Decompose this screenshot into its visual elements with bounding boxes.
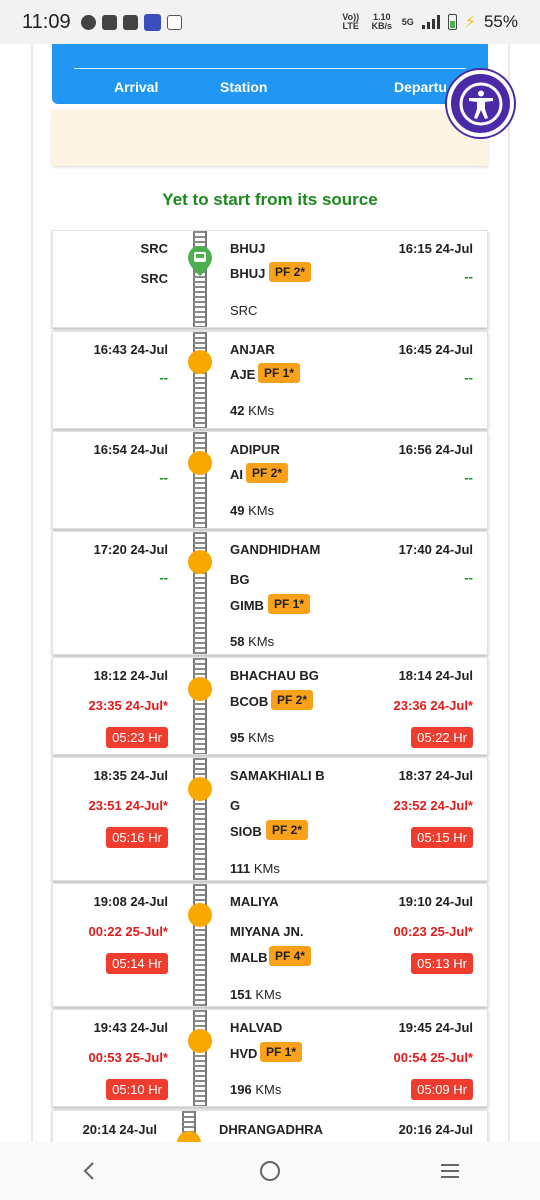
header-arrival: Arrival xyxy=(114,79,159,95)
departure-time: 20:16 24-Jul xyxy=(398,1122,473,1137)
arrival-time: 16:54 24-Jul xyxy=(93,442,168,457)
departure-actual: -- xyxy=(464,570,473,585)
stop-card-samakhiali[interactable] xyxy=(52,757,488,881)
stop-dot-icon xyxy=(188,350,212,374)
distance: 49 KMs xyxy=(230,503,275,518)
arrival-actual: 00:53 25-Jul* xyxy=(88,1050,168,1065)
stop-card-adipur[interactable] xyxy=(52,431,488,529)
platform-badge: PF 2* xyxy=(269,262,311,282)
arrival-delay-badge: 05:23 Hr xyxy=(106,727,168,748)
header-departure: Departu xyxy=(394,79,447,95)
station-name: BHACHAU BG xyxy=(230,668,319,683)
stop-dot-icon xyxy=(188,451,212,475)
platform-badge: PF 2* xyxy=(266,820,308,840)
rail-track xyxy=(192,432,208,528)
departure-delay-badge: 05:22 Hr xyxy=(411,727,473,748)
accessibility-icon xyxy=(458,81,504,127)
stop-card-bhachau[interactable] xyxy=(52,657,488,755)
stop-card-halvad[interactable] xyxy=(52,1009,488,1107)
distance: 42 KMs xyxy=(230,403,275,418)
station-name: SAMAKHIALI B xyxy=(230,768,325,783)
station-code: BCOB xyxy=(230,694,269,709)
departure-actual: 23:36 24-Jul* xyxy=(393,698,473,713)
home-icon[interactable] xyxy=(250,1151,290,1191)
stop-card-bhuj[interactable] xyxy=(52,230,488,328)
departure-time: 18:37 24-Jul xyxy=(398,768,473,783)
stop-dot-icon xyxy=(188,550,212,574)
header-station: Station xyxy=(220,79,268,95)
arrival-delay-badge: 05:10 Hr xyxy=(106,1079,168,1100)
app-badge-icon xyxy=(144,14,161,31)
arrival-time: 18:35 24-Jul xyxy=(93,768,168,783)
status-bar xyxy=(0,0,540,44)
status-right xyxy=(340,12,518,32)
station-name: MALIYA xyxy=(230,894,279,909)
schedule-header xyxy=(52,44,488,104)
arrival-actual: 00:22 25-Jul* xyxy=(88,924,168,939)
arrival-actual: SRC xyxy=(140,271,168,286)
departure-actual: -- xyxy=(464,470,473,485)
station-name-cont: BG xyxy=(230,572,250,587)
status-time: 11:09 xyxy=(22,10,71,33)
notification-icons xyxy=(81,14,182,31)
train-status-message: Yet to start from its source xyxy=(162,190,378,209)
departure-actual: 23:52 24-Jul* xyxy=(393,798,473,813)
departure-time: 16:15 24-Jul xyxy=(398,241,473,256)
arrival-time: 20:14 24-Jul xyxy=(82,1122,157,1137)
station-name: BHUJ xyxy=(230,241,266,256)
station-name: GANDHIDHAM xyxy=(230,542,321,557)
departure-actual: 00:23 25-Jul* xyxy=(393,924,473,939)
platform-badge: PF 1* xyxy=(260,1042,302,1062)
message-icon xyxy=(167,15,182,30)
arrival-actual: -- xyxy=(159,370,168,385)
stop-card-gandhidham[interactable] xyxy=(52,531,488,655)
station-code: HVD xyxy=(230,1046,258,1061)
distance: 196 KMs xyxy=(230,1082,282,1097)
departure-time: 17:40 24-Jul xyxy=(398,542,473,557)
platform-badge: PF 2* xyxy=(271,690,313,710)
network-type: 5G xyxy=(401,16,414,27)
rail-track xyxy=(192,332,208,428)
platform-badge: PF 1* xyxy=(268,594,310,614)
play-icon xyxy=(81,15,96,30)
rail-track xyxy=(192,658,208,754)
arrival-time: SRC xyxy=(140,241,168,256)
recents-icon[interactable] xyxy=(430,1151,470,1191)
station-name: ADIPUR xyxy=(230,442,280,457)
signal-icon xyxy=(422,15,440,29)
arrival-time: 17:20 24-Jul xyxy=(93,542,168,557)
departure-delay-badge: 05:15 Hr xyxy=(411,827,473,848)
station-name: ANJAR xyxy=(230,342,275,357)
accessibility-button[interactable] xyxy=(447,70,514,137)
station-code: GIMB xyxy=(230,598,264,613)
departure-time: 19:10 24-Jul xyxy=(398,894,473,909)
station-name-cont: MIYANA JN. xyxy=(230,924,304,939)
distance: 58 KMs xyxy=(230,634,275,649)
arrival-time: 19:43 24-Jul xyxy=(93,1020,168,1035)
stop-dot-icon xyxy=(188,777,212,801)
departure-time: 19:45 24-Jul xyxy=(398,1020,473,1035)
rail-track xyxy=(192,1010,208,1106)
network-speed: 1.10 KB/s xyxy=(371,12,392,31)
departure-delay-badge: 05:09 Hr xyxy=(411,1079,473,1100)
station-name: DHRANGADHRA xyxy=(219,1122,323,1137)
departure-time: 18:14 24-Jul xyxy=(398,668,473,683)
arrival-actual: -- xyxy=(159,570,168,585)
arrival-delay-badge: 05:16 Hr xyxy=(106,827,168,848)
arrival-time: 18:12 24-Jul xyxy=(93,668,168,683)
distance: 151 KMs xyxy=(230,987,282,1002)
source-location-pin-icon xyxy=(187,245,213,277)
sync-icon xyxy=(102,15,117,30)
info-panel xyxy=(52,110,488,166)
platform-badge: PF 4* xyxy=(269,946,311,966)
departure-actual: -- xyxy=(464,370,473,385)
arrival-time: 19:08 24-Jul xyxy=(93,894,168,909)
station-code: MALB xyxy=(230,950,268,965)
platform-badge: PF 2* xyxy=(246,463,288,483)
stop-dot-icon xyxy=(188,677,212,701)
navigation-bar xyxy=(0,1142,540,1200)
arrival-actual: 23:51 24-Jul* xyxy=(88,798,168,813)
volte-indicator: Vo)) LTE xyxy=(342,12,360,31)
station-name: HALVAD xyxy=(230,1020,283,1035)
distance: 95 KMs xyxy=(230,730,275,745)
departure-delay-badge: 05:13 Hr xyxy=(411,953,473,974)
distance: SRC xyxy=(230,303,258,318)
distance: 111 KMs xyxy=(230,861,280,876)
app-icon xyxy=(123,15,138,30)
stop-dot-icon xyxy=(188,903,212,927)
station-code: SIOB xyxy=(230,824,262,839)
battery-percent: 55% xyxy=(483,12,518,31)
charging-icon: ⚡ xyxy=(464,14,476,31)
back-icon[interactable] xyxy=(70,1151,110,1191)
departure-actual: 00:54 25-Jul* xyxy=(393,1050,473,1065)
stop-card-anjar[interactable] xyxy=(52,331,488,429)
header-divider xyxy=(74,68,466,69)
station-code: AJE xyxy=(230,367,256,382)
station-name-cont: G xyxy=(230,798,241,813)
departure-actual: -- xyxy=(464,269,473,284)
arrival-delay-badge: 05:14 Hr xyxy=(106,953,168,974)
stop-card-maliya[interactable] xyxy=(52,883,488,1007)
arrival-actual: -- xyxy=(159,470,168,485)
arrival-actual: 23:35 24-Jul* xyxy=(88,698,168,713)
station-code: AI xyxy=(230,467,243,482)
arrival-time: 16:43 24-Jul xyxy=(93,342,168,357)
departure-time: 16:45 24-Jul xyxy=(398,342,473,357)
station-code: BHUJ xyxy=(230,266,266,281)
stop-dot-icon xyxy=(188,1029,212,1053)
platform-badge: PF 1* xyxy=(258,363,300,383)
battery-icon xyxy=(448,14,457,30)
departure-time: 16:56 24-Jul xyxy=(398,442,473,457)
